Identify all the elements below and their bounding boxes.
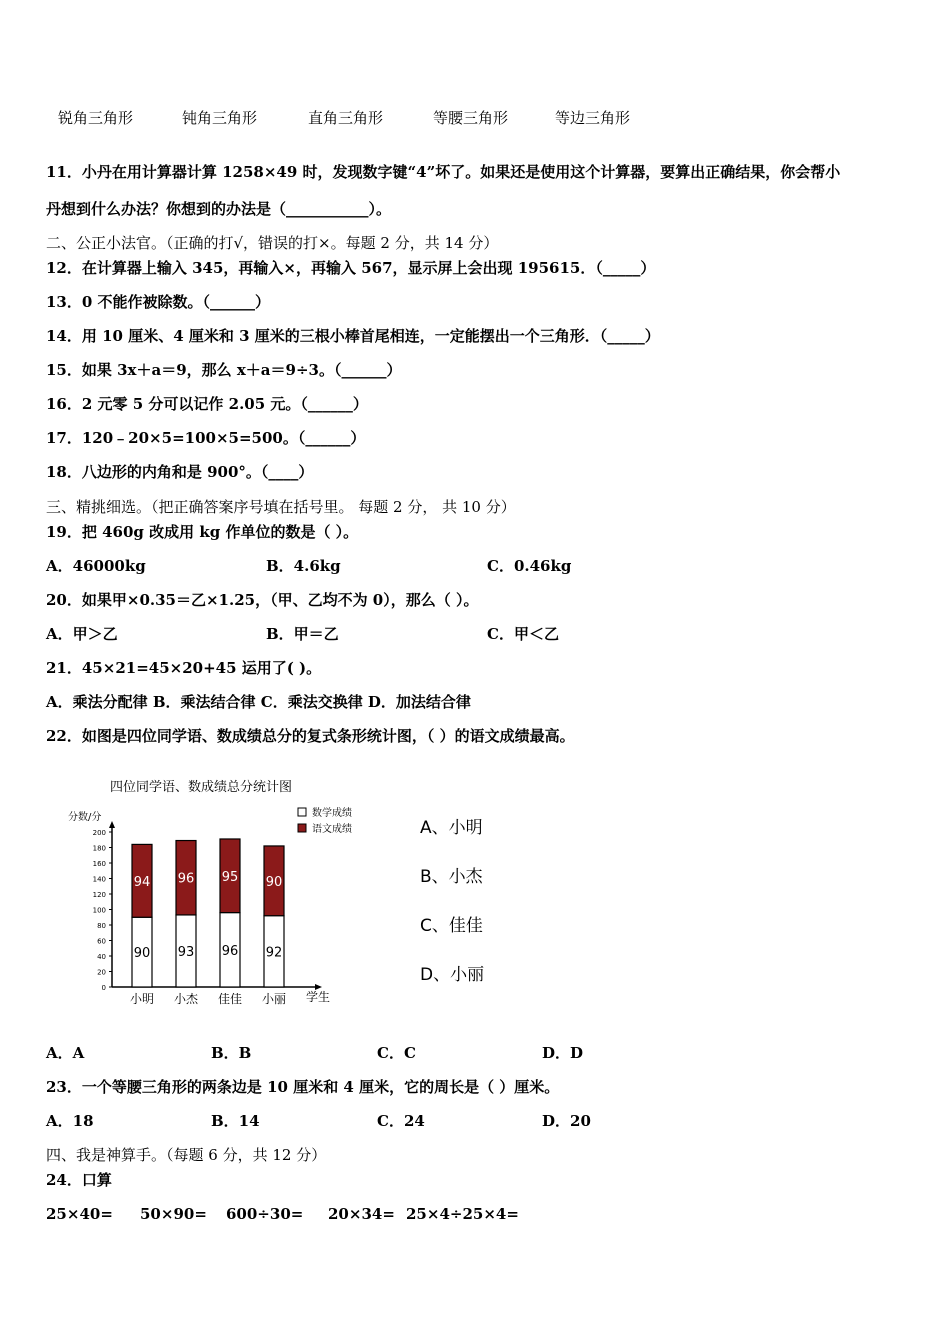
q18: 18．八边形的内角和是 900°。（____） xyxy=(46,463,314,481)
bar-label-math: 96 xyxy=(221,943,239,959)
triangle-option-isosceles: 等腰三角形 xyxy=(433,109,509,127)
q22-image-choice-a: A、小明 xyxy=(420,818,483,838)
q16: 16．2 元零 5 分可以记作 2.05 元。（______） xyxy=(46,395,368,413)
q24-item-4: 20×34= xyxy=(328,1205,395,1223)
y-tick-label: 100 xyxy=(92,906,106,915)
q11-line1: 11．小丹在用计算器计算 1258×49 时，发现数字键“4”坏了。如果还是使用这个计算器，要算出正确结果，你会帮小 xyxy=(46,163,841,181)
bar-label-math: 92 xyxy=(265,945,283,961)
legend-math-label: 数学成绩 xyxy=(312,808,352,819)
q22-image-choice-b: B、小杰 xyxy=(420,867,483,887)
legend-chinese-label: 语文成绩 xyxy=(312,824,352,835)
x-tick-label: 小丽 xyxy=(261,992,287,1006)
y-tick-label: 200 xyxy=(92,829,106,837)
q21-options: A．乘法分配律 B．乘法结合律 C．乘法交换律 D．加法结合律 xyxy=(46,693,471,711)
triangle-option-right: 直角三角形 xyxy=(308,109,384,127)
legend-math-swatch xyxy=(298,808,306,816)
q24-stem: 24．口算 xyxy=(46,1171,112,1189)
bar-label-chinese: 94 xyxy=(133,874,151,890)
legend-chinese-swatch xyxy=(298,824,306,832)
q20-option-b: B．甲＝乙 xyxy=(266,625,339,643)
q23-option-d: D．20 xyxy=(542,1112,591,1130)
q24-item-3: 600÷30= xyxy=(226,1205,304,1223)
q23-option-b: B．14 xyxy=(211,1112,260,1130)
section-4-heading: 四、我是神算手。（每题 6 分，共 12 分） xyxy=(46,1146,327,1164)
q15: 15．如果 3x＋a＝9，那么 x＋a＝9÷3。（______） xyxy=(46,361,402,379)
section-2-heading: 二、公正小法官。（正确的打√，错误的打×。每题 2 分，共 14 分） xyxy=(46,234,499,252)
bar-label-chinese: 95 xyxy=(221,869,239,885)
bar-label-math: 90 xyxy=(133,946,151,962)
q11-line2: 丹想到什么办法？你想到的办法是（___________）。 xyxy=(46,200,392,218)
q24-item-1: 25×40= xyxy=(46,1205,113,1223)
q20-option-a: A．甲＞乙 xyxy=(46,625,118,643)
section-3-heading: 三、精挑细选。（把正确答案序号填在括号里。 每题 2 分， 共 10 分） xyxy=(46,498,516,516)
y-tick-label: 0 xyxy=(101,984,106,992)
q13: 13．0 不能作被除数。（______） xyxy=(46,293,271,311)
q22-option-c: C．C xyxy=(377,1044,416,1062)
y-tick-label: 160 xyxy=(92,860,106,868)
q19-option-a: A．46000kg xyxy=(46,557,146,575)
bar-label-math: 93 xyxy=(177,944,195,960)
q19-option-b: B．4.6kg xyxy=(266,557,341,575)
chart-title: 四位同学语、数成绩总分统计图 xyxy=(110,780,293,795)
chart-y-axis-arrow xyxy=(109,821,115,828)
q12: 12．在计算器上输入 345，再输入×，再输入 567，显示屏上会出现 195615．（_____） xyxy=(46,259,656,277)
q19-stem: 19．把 460g 改成用 kg 作单位的数是（ ）。 xyxy=(46,523,359,541)
q23-option-a: A．18 xyxy=(46,1112,94,1130)
q20-option-c: C．甲＜乙 xyxy=(487,625,559,643)
q22-option-b: B．B xyxy=(211,1044,252,1062)
chart-x-axis-label: 学生 xyxy=(306,990,331,1004)
q20-stem: 20．如果甲×0.35＝乙×1.25，（甲、乙均不为 0），那么（ ）。 xyxy=(46,591,479,609)
q22-image-choice-d: D、小丽 xyxy=(420,965,485,985)
y-tick-label: 80 xyxy=(97,922,106,930)
q14: 14．用 10 厘米、4 厘米和 3 厘米的三根小棒首尾相连，一定能摆出一个三角形．（_____） xyxy=(46,327,660,345)
q22-option-d: D．D xyxy=(542,1044,584,1062)
bar-label-chinese: 96 xyxy=(177,871,195,887)
bar-label-chinese: 90 xyxy=(265,874,283,890)
y-tick-label: 180 xyxy=(92,844,106,853)
q22-bar-chart xyxy=(60,765,420,1025)
q23-option-c: C．24 xyxy=(377,1112,425,1130)
y-tick-label: 120 xyxy=(92,891,106,899)
y-tick-label: 140 xyxy=(92,875,106,884)
triangle-option-acute: 锐角三角形 xyxy=(58,109,134,127)
q22-option-a: A．A xyxy=(46,1044,85,1062)
chart-y-axis-label: 分数/分 xyxy=(68,812,102,823)
x-tick-label: 佳佳 xyxy=(217,992,243,1006)
q17: 17．120﹣20×5=100×5=500。（______） xyxy=(46,429,366,447)
q22-stem: 22．如图是四位同学语、数成绩总分的复式条形统计图，（ ）的语文成绩最高。 xyxy=(46,727,575,745)
y-tick-label: 20 xyxy=(97,968,106,977)
triangle-option-obtuse: 钝角三角形 xyxy=(182,109,258,127)
q21-stem: 21．45×21=45×20+45 运用了( )。 xyxy=(46,659,322,677)
x-tick-label: 小明 xyxy=(129,992,155,1006)
triangle-option-equilateral: 等边三角形 xyxy=(555,109,631,127)
y-tick-label: 40 xyxy=(97,953,106,961)
q24-item-5: 25×4÷25×4= xyxy=(406,1205,519,1223)
x-tick-label: 小杰 xyxy=(173,992,199,1006)
q23-stem: 23．一个等腰三角形的两条边是 10 厘米和 4 厘米，它的周长是（ ）厘米。 xyxy=(46,1078,560,1096)
q19-option-c: C．0.46kg xyxy=(487,557,572,575)
q22-image-choice-c: C、佳佳 xyxy=(420,916,483,936)
y-tick-label: 60 xyxy=(97,937,106,946)
q24-item-2: 50×90= xyxy=(140,1205,207,1223)
